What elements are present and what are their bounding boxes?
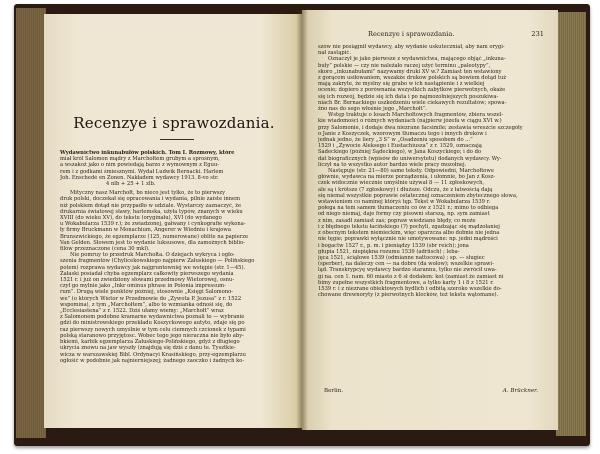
signature-place: Berlin. (324, 388, 344, 394)
text-line: chowane drewnoryty (z pierwotnych klocków, też tekstu wątomane). (318, 292, 499, 299)
text-line: nie tęgie; poprawki wyłącznie nie umotywowane: np. jedni mądrości (318, 236, 498, 243)
text-line: 4 nlb + 25 + 1 zlb. (106, 181, 156, 188)
text-line: 1521 r. i już on zwiedziony słowami przedmowy Wietorowej, osnu- (60, 277, 235, 284)
text-line: ukrycia znowu na jaw wyszły (znajdują się dziś z danu te. Tysztkie- (60, 345, 236, 352)
text-line: ogłośić w podobnie jak najnierniejszej; żadnego zaoczko i żadnych ko- (60, 357, 245, 364)
text-line: z nim, zaśadł zamiast zaś; popraw wiedziane błędy, co może (318, 217, 476, 224)
text-line: Następuje (str. 21—80) same teksty. Odpowiedni, Marchołtowe (328, 168, 494, 175)
text-line: z gorącem usiłowaniem, wszakże drukow polskich są bowiem dotąd tuż (318, 75, 507, 82)
text-line: liczył na to wszystko autor bardzo wiele pracy mozołnej. (318, 161, 467, 168)
text-line: dat biograficznych (wpisów do uniwersytetu) dodanych wydawcy. Wy- (318, 155, 502, 162)
text-line: i bogactw 1527 r., p. m. i pieniądzy 1539 (sbr reich); jona (318, 242, 469, 249)
text-line: ły firmy Bruckmann w Monachium, Angerer w Wiedniu i krajowa (60, 227, 231, 234)
text-line: wicza w warszawskiej Bibl. Ordynacyi Krasińskiego, przy-egzemplarzu (60, 351, 246, 358)
text-line: (sperber), na daleczy cen — na dobre (da wolow); wszelkie sprawi- (318, 261, 494, 268)
book-gutter (296, 10, 308, 430)
text-line: bkiemi, karbik egzemplarza Załuskiego-Polińskiego, gdyż z długiego (60, 339, 240, 346)
text-line: ocenie; dopiero z porównania wszystkich zabytków pierwotnych, okaże (318, 87, 506, 94)
text-line: czek widocznie wiecznie umyślnie używał 8 — 11 zgłoskowych, (318, 180, 485, 187)
text-line: miał król Salomon mądry z Marchołtem grubym a sprośnym, (60, 156, 220, 163)
text-line: z Salomonem podobne kramarne wydawnictwa poznali to — wybranie (60, 314, 245, 321)
text-line: we” (o których Wietor w Przedmowie do „Żywota P. Jezusa” z r. 1522 (60, 295, 242, 302)
text-line: XVIII (do wieku XV), do tekstu (oryginału), XVI (do wydanego (60, 215, 222, 222)
text-line: buły” polskie — czy nie należało raczej użyć terminu „paleotypy”, (318, 62, 491, 69)
text-line: a wszakoż jako o nim powiedają barzo z wymownym z Eguu- (60, 162, 220, 169)
text-line: i z błędnego tekstu łacińskiego (?) pochyli, zgadzając się mądzołaniej (318, 223, 500, 230)
text-line: kie wiadomości o różnych wydaniach (najpierw józefa w ciągu XVI w.) (318, 118, 502, 125)
left-page (44, 14, 302, 428)
text-line: raz pierwszy nowych umyślnie w tym celu ciemnych czcionek z typami (60, 326, 246, 333)
text-line: szenia fragmentów (Chylicekowskiego najpierw Załuskiego — Polińskiego (60, 258, 255, 265)
text-line: Sadeckiego (później Sądeckiego), w Jana Koszyckiego; i do do (318, 149, 482, 156)
text-line: głównie, wydawca na mierze porządzenia, i ułomnie, bo Jan z Kosz- (318, 174, 496, 181)
text-line: Brunszwickiego, że egzemplarze (125, numerowane) oblite na papierze (60, 233, 249, 240)
text-line: ale są i krótsze (7 zgłoskowy) i dłuższe. Odczu, że z łatwością dają (318, 186, 493, 193)
text-line: 1529 i „Żywocie Aleksego i Eustachiusza” z r. 1529, oznaczają (318, 143, 482, 150)
text-line: Mityczny nasz Marchołt, bo nieco jest tylko, że to pierwszy (70, 190, 226, 197)
text-line: 1539 r. i z niezrane obiektowych bydlich i odbitą szeroko wszelkie do- (318, 285, 502, 292)
text-line: druk polski, doczekał się opracowania i wydania, pilnie zaiste innem (60, 196, 240, 203)
text-line: mają zakryte, że myślny się grabo w ich nastąpienie i z wielkiej (318, 81, 485, 88)
running-head: Recenzye i sprawozdania. (368, 30, 455, 38)
text-line: przy Salomonie, i dodaje dwa niezrane facsimile; zestawia wreszcie szczegóły (318, 124, 523, 131)
text-line: bimy zupełne wszystkich fragmentowe, a tylko karty 1 i 8 z 1521 r. (318, 279, 494, 286)
page-number: 231 (531, 30, 544, 38)
text-line: Oznaczył je jako pierwsze z wydawnictwa, mającego objąć „inkuna- (328, 56, 506, 63)
text-line: Załaski posiadał chyba egzemplarz całkowity pierwszego wydania (60, 270, 234, 277)
text-line: z obecnym tekstem niemieckim, więc oparzcza albo dobnie nie jedna (318, 230, 500, 237)
text-line: o Janie z Koszyczek, wzorowym tłumaczu tego i innych druków i (318, 130, 487, 137)
text-line: rum”. Drugą wiele punktów później, stosownie „Księgi Salomono- (60, 289, 233, 296)
text-line: Joh. Enschedé en Zonen. Nakładem wydawcy 1913. 8-vo str. (60, 174, 219, 181)
left-page-text (60, 150, 288, 364)
text-line: połega na tem samem tłumaczeniu co ów z 1521 r.; mimo to odbiega (318, 205, 499, 212)
page-edges-right (556, 12, 586, 436)
text-line: jednak jedno, że liery „3 S” w „Osadzeniu sposobem do ...” (318, 137, 473, 144)
text-line: jęca 1521, ściąłowe 1539 (odmianne nattocowa) ; sp. — sługiec (318, 254, 485, 261)
signature-line (318, 388, 544, 396)
right-page (302, 10, 558, 430)
text-line: Nie pomruy to przedruk Marchołta. O dziejach wykryca i ogło- (70, 252, 235, 259)
text-line: „Ecclesiastena” z r. 1522. Dziś ułamy wiemy: „Marchołt” wraz (60, 308, 224, 315)
text-line: Wstęp traktuje o losach Marchołtowych fragmentów, zbiera wszel- (328, 112, 504, 119)
text-line: polską staranowo przyjętosc. Wobec tego jego nieraczna nie było aby- (60, 332, 244, 339)
text-line: od niego niemaj, daje formy czy pisowni starszą, np. sym zamiast (318, 211, 490, 218)
text-line: skoro „inkunabułami” nazywamy druki XV w.? Zamiast ten wstawiony (318, 68, 502, 75)
text-line: niż polskiem dotąd nie przypadło w udziale. Wystarczy zaznaczyć, że (60, 202, 242, 209)
text-line: wstawieniem co naminej któryś tęp. Tekst w Wokabularza 1539 r. (318, 199, 491, 206)
text-line: nał zastąpić. (318, 50, 351, 57)
text-line: się niemal wszystkie poprawie ostatecznej oznaczeniem zbytecznego słowa, (318, 192, 518, 199)
text-line: Van Gelden. Słowem jest to wydanie luksusowe, dla zamożnych biblio- (60, 239, 245, 246)
text-line: wspomina), z tym „Marchołtem”, albo to wzmianka odnośi się, do (60, 301, 233, 308)
text-line: niach Br. Bernackiego uszkodzeniu wiele ciekawych rezultatów; spowa- (318, 99, 507, 106)
text-line: szów nie posiągnił wydawcy, aby wydanie uskuteczniał, aby nam orygi- (318, 44, 505, 50)
text-line: czył go mylnie jako „Inkr ominus phrase in Polonia impressum- (60, 283, 226, 290)
text-line: rem i z godkami śmiesznymi. Wydał Ludwik Bernacki. Harlem (60, 168, 224, 175)
text-line: ląd. Transkrypcyę wydawcy bardzo starannu, tylko nie zwrócił uwa- (318, 267, 497, 274)
text-line: gdzi do ministrowskiego przekładu Koszyckowego autyto, zdaje się po (60, 320, 245, 327)
text-line: gi na. cen 1. nam. 60 miasto z 6 sł dodałem: kot (zamiast że zamiast ni (318, 273, 504, 280)
text-line: filów przeznaczone (cena 30 mkl). (60, 246, 150, 253)
text-line: Wydawnictwo inkunabułów polskich. Tom I. Rozmowy, które (60, 150, 235, 156)
text-line: u Wokabularza 1539 r.); że zwiadzonej, gałwany i cynkografie wykona- (60, 221, 246, 228)
text-line: się ich rozwój, będzie się ich data i po najmozolniejszych poszukiwa- (318, 93, 499, 100)
title-rule (160, 139, 194, 140)
text-line: potem) rozprawa wydawcy jak najgruntowniej we wstępie (str. 1—45). (60, 264, 246, 271)
text-line: drukarnia światowej sławy, harlemska, użyła typów, znanych w wieku (60, 208, 243, 215)
signature-author: A. Brückner. (502, 388, 538, 394)
page-edges-left (16, 8, 46, 438)
right-page-text (318, 44, 544, 298)
text-line: głupia 1521, niepiękna rozumu 1539 (adriisch) ; leba- (318, 248, 460, 255)
text-line: żno nas do sego włośnie jego „Marchołt”. (318, 106, 427, 113)
section-title: Recenzye i sprawozdania. (73, 114, 275, 132)
running-header (318, 30, 544, 38)
